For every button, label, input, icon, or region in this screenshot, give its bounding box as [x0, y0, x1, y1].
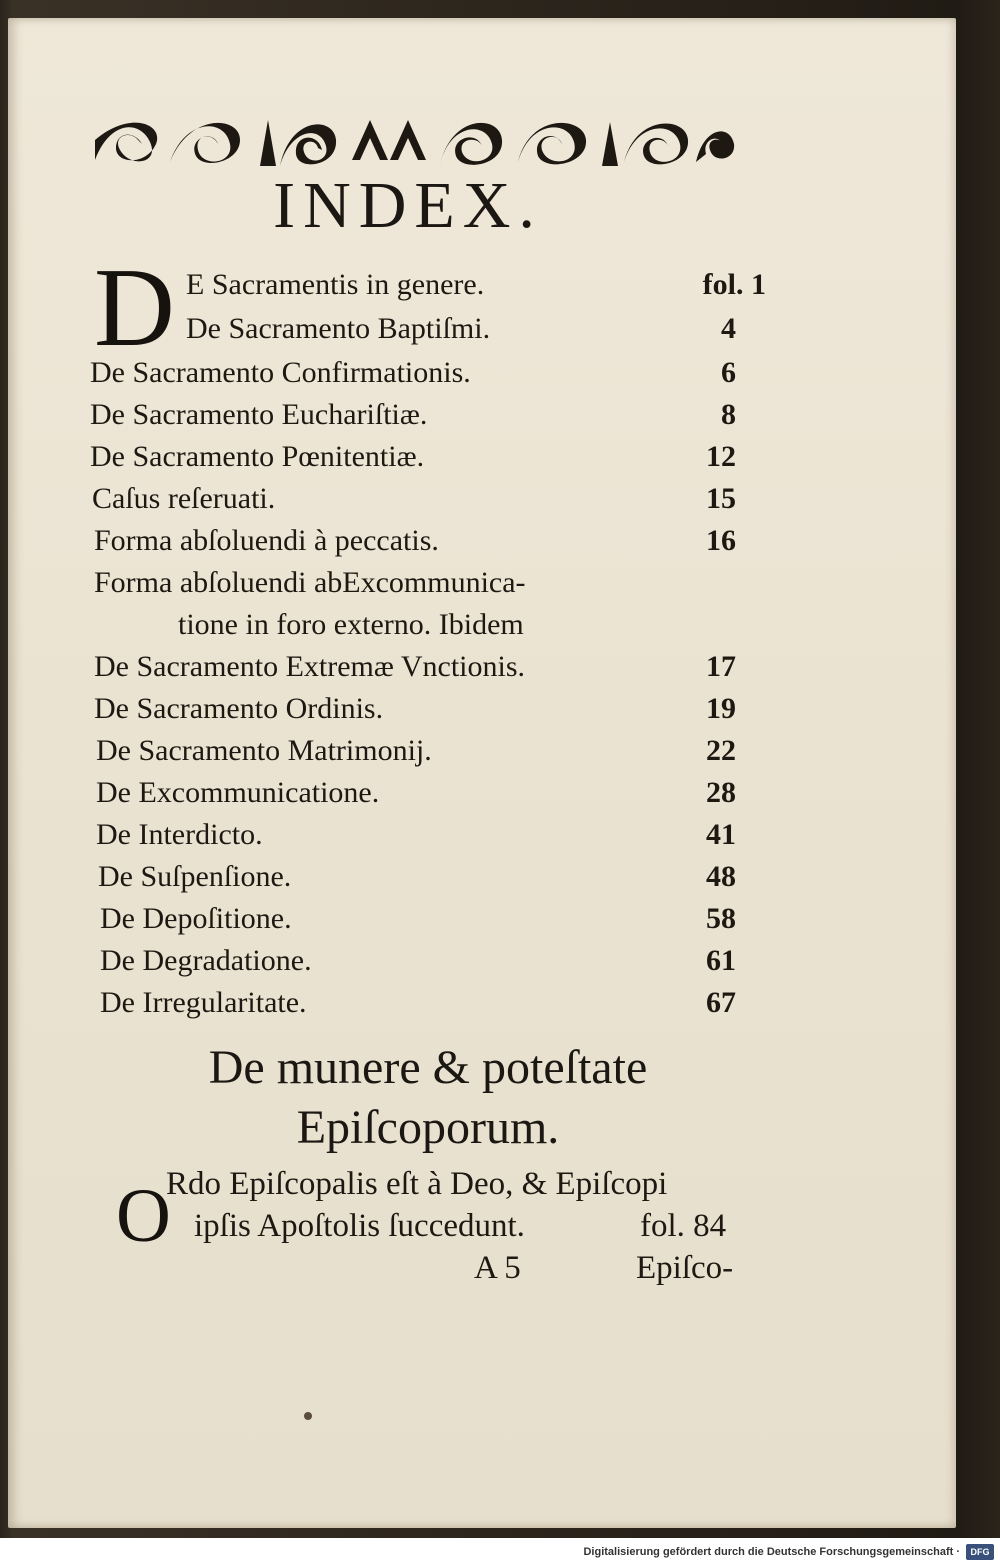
entry-title: De Excommunicatione.: [96, 776, 380, 809]
body-text-line-1: Rdo Epiſcopalis eſt à Deo, & Epiſcopi: [166, 1166, 668, 1202]
index-entry: [96, 734, 736, 774]
entry-folio: 15: [706, 482, 736, 515]
index-entry: [94, 524, 736, 564]
funding-credit: Digitalisierung gefördert durch die Deutsche Forschungsgemeinschaft ·: [583, 1546, 960, 1558]
decorative-headpiece-ornament: [90, 110, 738, 174]
entry-folio: 28: [706, 776, 736, 809]
index-entry: [90, 440, 736, 480]
entry-title: De Depoſitione.: [100, 902, 292, 935]
paper-speck: [304, 1412, 312, 1420]
index-entry: [98, 860, 736, 900]
index-entry: [94, 650, 736, 690]
entry-title: E Sacramentis in genere.: [186, 268, 485, 301]
entry-folio: 8: [721, 398, 736, 431]
index-entry: [186, 268, 766, 308]
book-page: [8, 18, 956, 1528]
drop-capital-d: D: [94, 246, 175, 370]
entry-title: De Irregularitate.: [100, 986, 307, 1019]
entry-title: Forma abſoluendi abExcommunica-: [94, 566, 526, 599]
entry-folio: 19: [706, 692, 736, 725]
index-entry: [94, 566, 526, 606]
entry-title: De Sacramento Matrimonij.: [96, 734, 432, 767]
section-heading-line-1: De munere & poteſtate: [208, 1041, 648, 1094]
index-entry: [92, 482, 736, 522]
entry-folio: 12: [706, 440, 736, 473]
index-entry: [90, 398, 736, 438]
entry-title: Forma abſoluendi à peccatis.: [94, 524, 439, 557]
index-entry: [178, 608, 524, 648]
entry-folio: fol. 1: [702, 268, 766, 301]
entry-folio: 58: [706, 902, 736, 935]
index-entry: [96, 818, 736, 858]
entry-title: De Interdicto.: [96, 818, 263, 851]
index-entry: [94, 692, 736, 732]
index-title: INDEX.: [273, 169, 543, 242]
index-entry: [100, 944, 736, 984]
index-entry: [186, 312, 736, 352]
entry-folio: 16: [706, 524, 736, 557]
drop-capital-o: O: [116, 1174, 171, 1258]
entry-folio: 48: [706, 860, 736, 893]
index-entry: [100, 902, 736, 942]
entry-title: De Sacramento Pœnitentiæ.: [90, 440, 425, 473]
entry-title: De Sacramento Confirmationis.: [90, 356, 471, 389]
entry-folio: 67: [706, 986, 736, 1019]
entry-title: De Sacramento Ordinis.: [94, 692, 384, 725]
entry-folio: 41: [706, 818, 736, 851]
entry-title: tione in foro externo. Ibidem: [178, 608, 524, 641]
entry-folio: 22: [706, 734, 736, 767]
entry-title: De Sacramento Euchariſtiæ.: [90, 398, 428, 431]
section-heading-line-2: Epiſcoporum.: [296, 1101, 560, 1154]
index-entry: [96, 776, 736, 816]
entry-folio: 4: [721, 312, 736, 345]
index-entry: [100, 986, 736, 1026]
index-entry: [90, 356, 736, 396]
signature-mark: A 5: [474, 1250, 521, 1286]
dfg-logo: DFG: [966, 1544, 994, 1560]
entry-title: De Suſpenſione.: [98, 860, 292, 893]
body-folio-reference: fol. 84: [640, 1208, 727, 1244]
entry-title: De Sacramento Baptiſmi.: [186, 312, 491, 345]
digitization-footer: [0, 1538, 1000, 1565]
entry-title: Caſus reſeruati.: [92, 482, 276, 515]
entry-folio: 61: [706, 944, 736, 977]
entry-folio: 17: [706, 650, 736, 683]
entry-title: De Sacramento Extremæ Vnctionis.: [94, 650, 526, 683]
entry-title: De Degradatione.: [100, 944, 312, 977]
entry-folio: 6: [721, 356, 736, 389]
catchword: Epiſco-: [636, 1250, 734, 1286]
body-text-line-2: ipſis Apoſtolis ſuccedunt.: [194, 1208, 525, 1244]
